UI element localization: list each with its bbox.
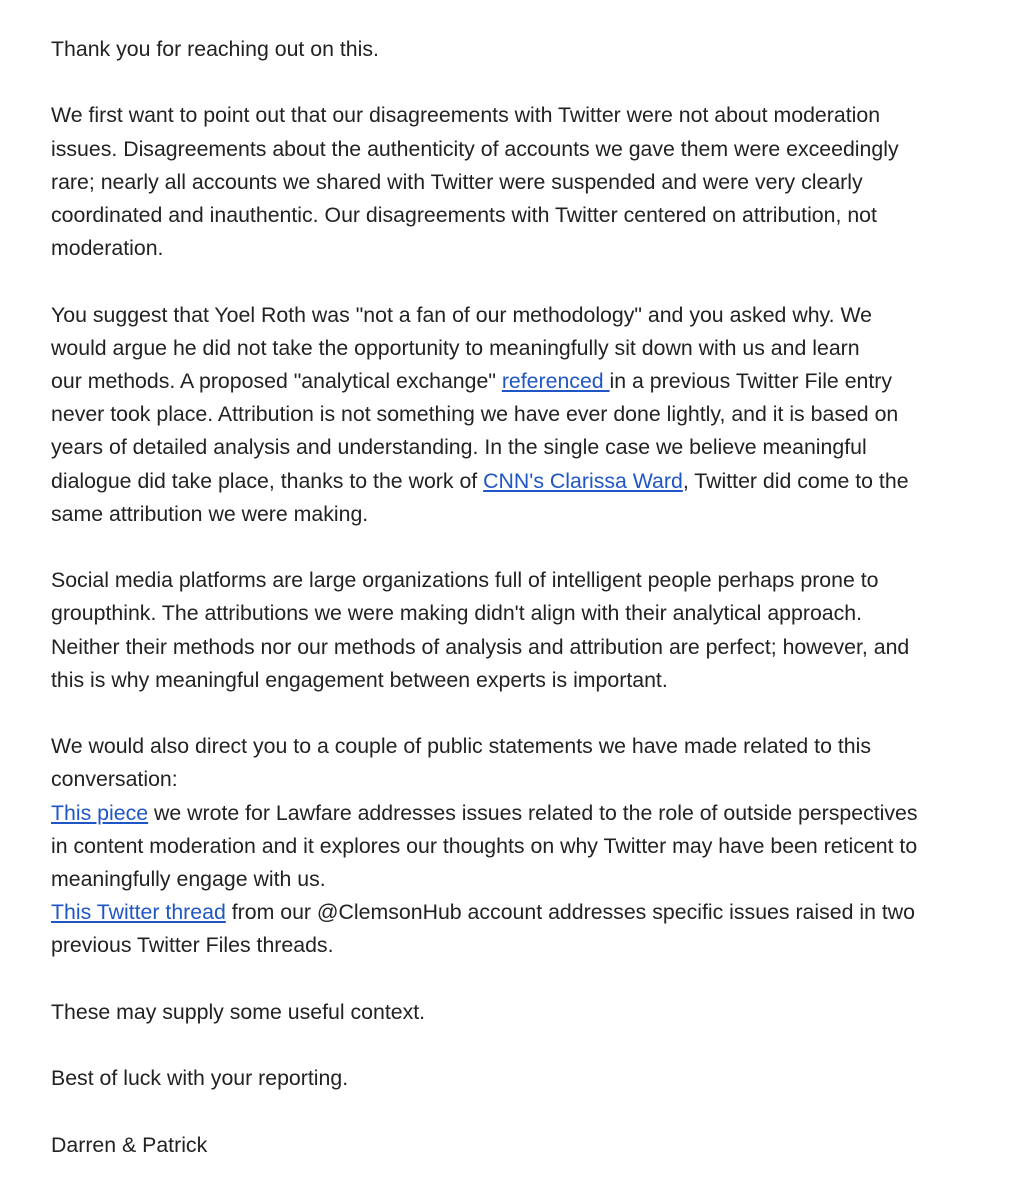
text-segment: from our @ClemsonHub account addresses specific issues raised in two <box>225 900 916 925</box>
text-line <box>51 564 1010 597</box>
text-segment: years of detailed analysis and understanding. In the single case we believe meaningful <box>51 435 867 460</box>
text-line <box>51 896 1010 929</box>
text-line <box>51 299 1010 332</box>
referenced-link[interactable]: referenced <box>501 369 610 393</box>
text-segment: We first want to point out that our disagreements with Twitter were not about moderation <box>51 103 881 128</box>
text-segment: we wrote for Lawfare addresses issues related to the role of outside perspectives <box>148 800 918 825</box>
text-line <box>51 763 1010 796</box>
paragraph-context <box>51 996 1010 1029</box>
text-segment: , Twitter did come to the <box>682 468 909 493</box>
text-line <box>51 166 1010 199</box>
text-line <box>51 929 1010 962</box>
text-segment: You suggest that Yoel Roth was "not a fan of our methodology" and you asked why. We <box>51 302 873 327</box>
text-segment: would argue he did not take the opportunity to meaningfully sit down with us and learn <box>51 335 860 360</box>
text-segment: in a previous Twitter File entry <box>609 369 893 393</box>
text-segment: never took place. Attribution is not something we have ever done lightly, and it is based on <box>51 402 899 427</box>
paragraph-public-statements <box>51 730 1010 962</box>
text-line <box>51 232 1010 265</box>
text-line <box>51 830 1010 863</box>
text-segment: groupthink. The attributions we were making didn't align with their analytical approach. <box>51 601 863 626</box>
text-line <box>51 398 1010 431</box>
paragraph-closing <box>51 1062 1010 1095</box>
paragraph-greeting <box>51 33 1010 66</box>
text-line <box>51 33 1010 66</box>
text-line <box>51 199 1010 232</box>
text-line <box>51 465 1010 498</box>
text-line <box>51 431 1010 464</box>
text-line <box>51 597 1010 630</box>
text-line <box>51 332 1010 365</box>
text-line <box>51 996 1010 1029</box>
text-segment: this is why meaningful engagement between experts is important. <box>51 667 668 692</box>
paragraph-methodology <box>51 299 1010 531</box>
text-segment: coordinated and inauthentic. Our disagreements with Twitter centered on attribution, not <box>51 203 877 227</box>
paragraph-groupthink <box>51 564 1010 697</box>
text-segment: conversation: <box>51 767 178 792</box>
text-line <box>51 99 1010 132</box>
text-line <box>51 664 1010 697</box>
text-segment: issues. Disagreements about the authenticity of accounts we gave them were exceedingly <box>51 136 899 161</box>
text-segment: Thank you for reaching out on this. <box>51 37 379 61</box>
text-segment: dialogue did take place, thanks to the work of <box>51 468 484 493</box>
text-segment: rare; nearly all accounts we shared with Twitter were suspended and were very clearly <box>51 169 863 194</box>
paragraph-signature <box>51 1129 1010 1162</box>
text-line <box>51 631 1010 664</box>
paragraph-disagreements <box>51 99 1010 265</box>
text-line <box>51 133 1010 166</box>
text-line <box>51 1129 1010 1162</box>
text-segment: These may supply some useful context. <box>51 999 426 1024</box>
text-line <box>51 730 1010 763</box>
text-segment: Darren & Patrick <box>51 1132 208 1157</box>
twitter-thread-link[interactable]: This Twitter thread <box>51 900 226 925</box>
text-line <box>51 863 1010 896</box>
text-line <box>51 1062 1010 1095</box>
text-line <box>51 365 1010 398</box>
text-line <box>51 797 1010 830</box>
text-segment: in content moderation and it explores our thoughts on why Twitter may have been reticent to <box>51 833 918 858</box>
cnn-clarissa-ward-link[interactable]: CNN's Clarissa Ward <box>483 468 683 493</box>
text-segment: same attribution we were making. <box>51 501 369 526</box>
text-segment: meaningfully engage with us. <box>51 867 326 892</box>
text-segment: Neither their methods nor our methods of analysis and attribution are perfect; however, and <box>51 634 910 659</box>
text-segment: previous Twitter Files threads. <box>51 933 334 958</box>
text-segment: our methods. A proposed "analytical exchange" <box>51 369 502 393</box>
text-segment: We would also direct you to a couple of public statements we have made related to this <box>51 734 871 759</box>
this-piece-link[interactable]: This piece <box>51 800 149 825</box>
text-segment: Social media platforms are large organizations full of intelligent people perhaps prone to <box>51 568 879 593</box>
text-segment: Best of luck with your reporting. <box>51 1066 349 1091</box>
text-segment: moderation. <box>51 236 164 261</box>
text-line <box>51 498 1010 531</box>
